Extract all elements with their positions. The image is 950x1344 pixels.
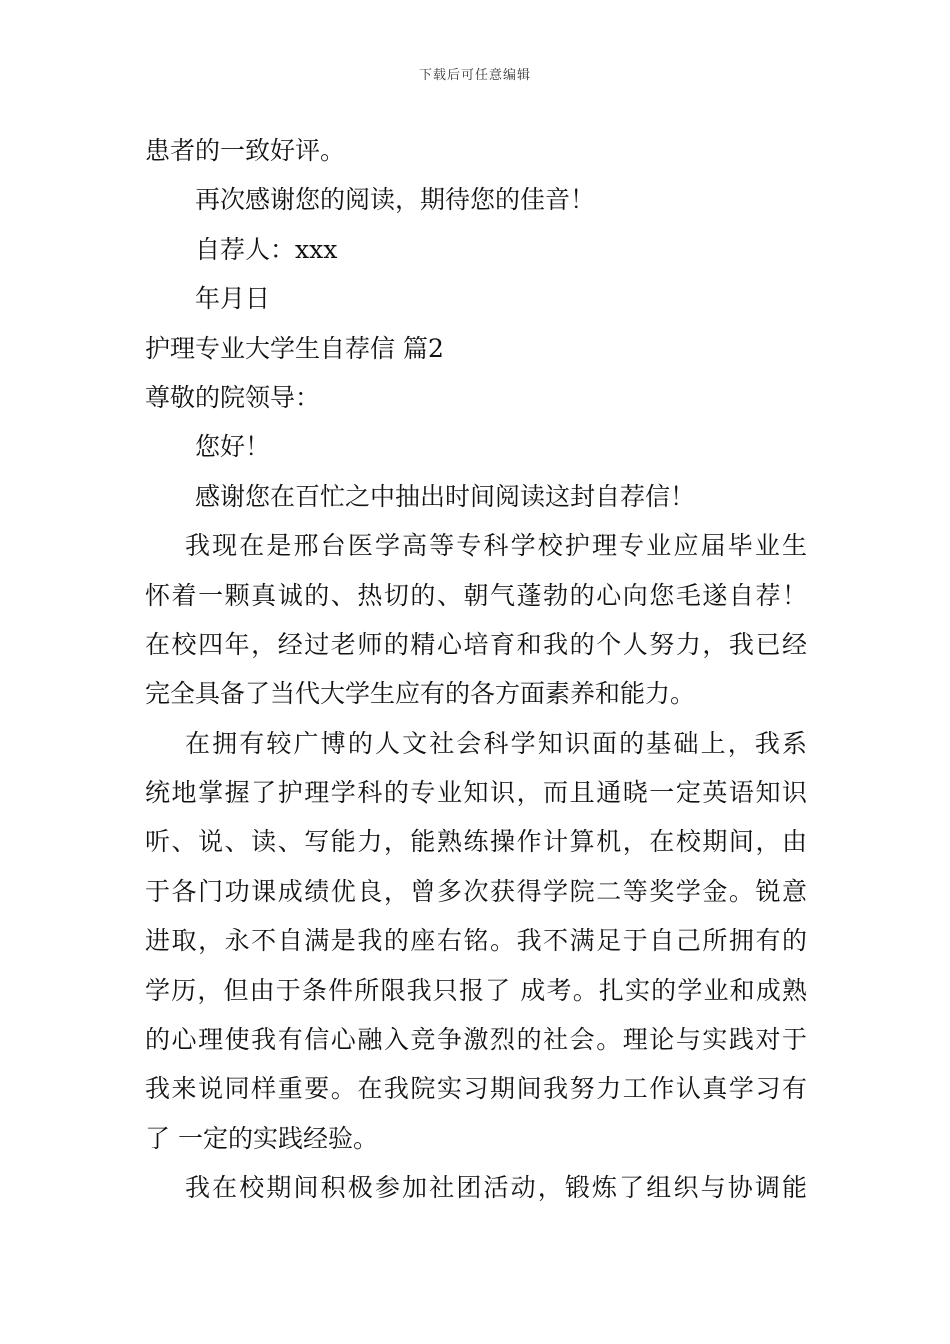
- text-line: 进取，永不自满是我的座右铭。我不满足于自己所拥有的: [145, 926, 807, 956]
- text-line: 在校四年，经过老师的精心培育和我的个人努力，我已经: [145, 629, 807, 659]
- text-line: 怀着一颗真诚的、热切的、朝气蓬勃的心向您毛遂自荐！: [145, 580, 807, 610]
- text-line: 的心理使我有信心融入竞争激烈的社会。理论与实践对于: [145, 1025, 807, 1055]
- document-body: [145, 126, 807, 1213]
- text-line: 感谢您在百忙之中抽出时间阅读这封自荐信！: [195, 481, 696, 511]
- text-line: 我在校期间积极参加社团活动，锻炼了组织与协调能: [185, 1173, 807, 1203]
- text-line: 了 一定的实践经验。: [145, 1123, 378, 1153]
- text-line: 在拥有较广博的人文社会科学知识面的基础上，我系: [185, 728, 807, 758]
- text-line: 统地掌握了护理学科的专业知识，而且通晓一定英语知识: [145, 778, 807, 808]
- text-line: 再次感谢您的阅读，期待您的佳音！: [195, 185, 596, 215]
- text-line: 自荐人：xxx: [195, 234, 338, 264]
- page-header-note: 下载后可任意编辑: [418, 68, 531, 83]
- text-line: 学历，但由于条件所限我只报了 成考。扎实的学业和成熟: [145, 975, 807, 1005]
- text-line: 护理专业大学生自荐信 篇2: [145, 333, 444, 363]
- text-line: 我现在是邢台医学高等专科学校护理专业应届毕业生: [185, 531, 807, 561]
- text-line: 听、说、读、写能力，能熟练操作计算机，在校期间，由: [145, 827, 807, 857]
- text-line: 年月日: [195, 284, 271, 314]
- text-line: 完全具备了当代大学生应有的各方面素养和能力。: [145, 679, 696, 709]
- text-line: 尊敬的院领导：: [145, 382, 321, 412]
- text-line: 患者的一致好评。: [145, 136, 346, 165]
- text-line: 于各门功课成绩优良，曾多次获得学院二等奖学金。锐意: [145, 876, 807, 906]
- text-line: 我来说同样重要。在我院实习期间我努力工作认真学习有: [145, 1074, 807, 1104]
- text-line: 您好！: [195, 432, 271, 462]
